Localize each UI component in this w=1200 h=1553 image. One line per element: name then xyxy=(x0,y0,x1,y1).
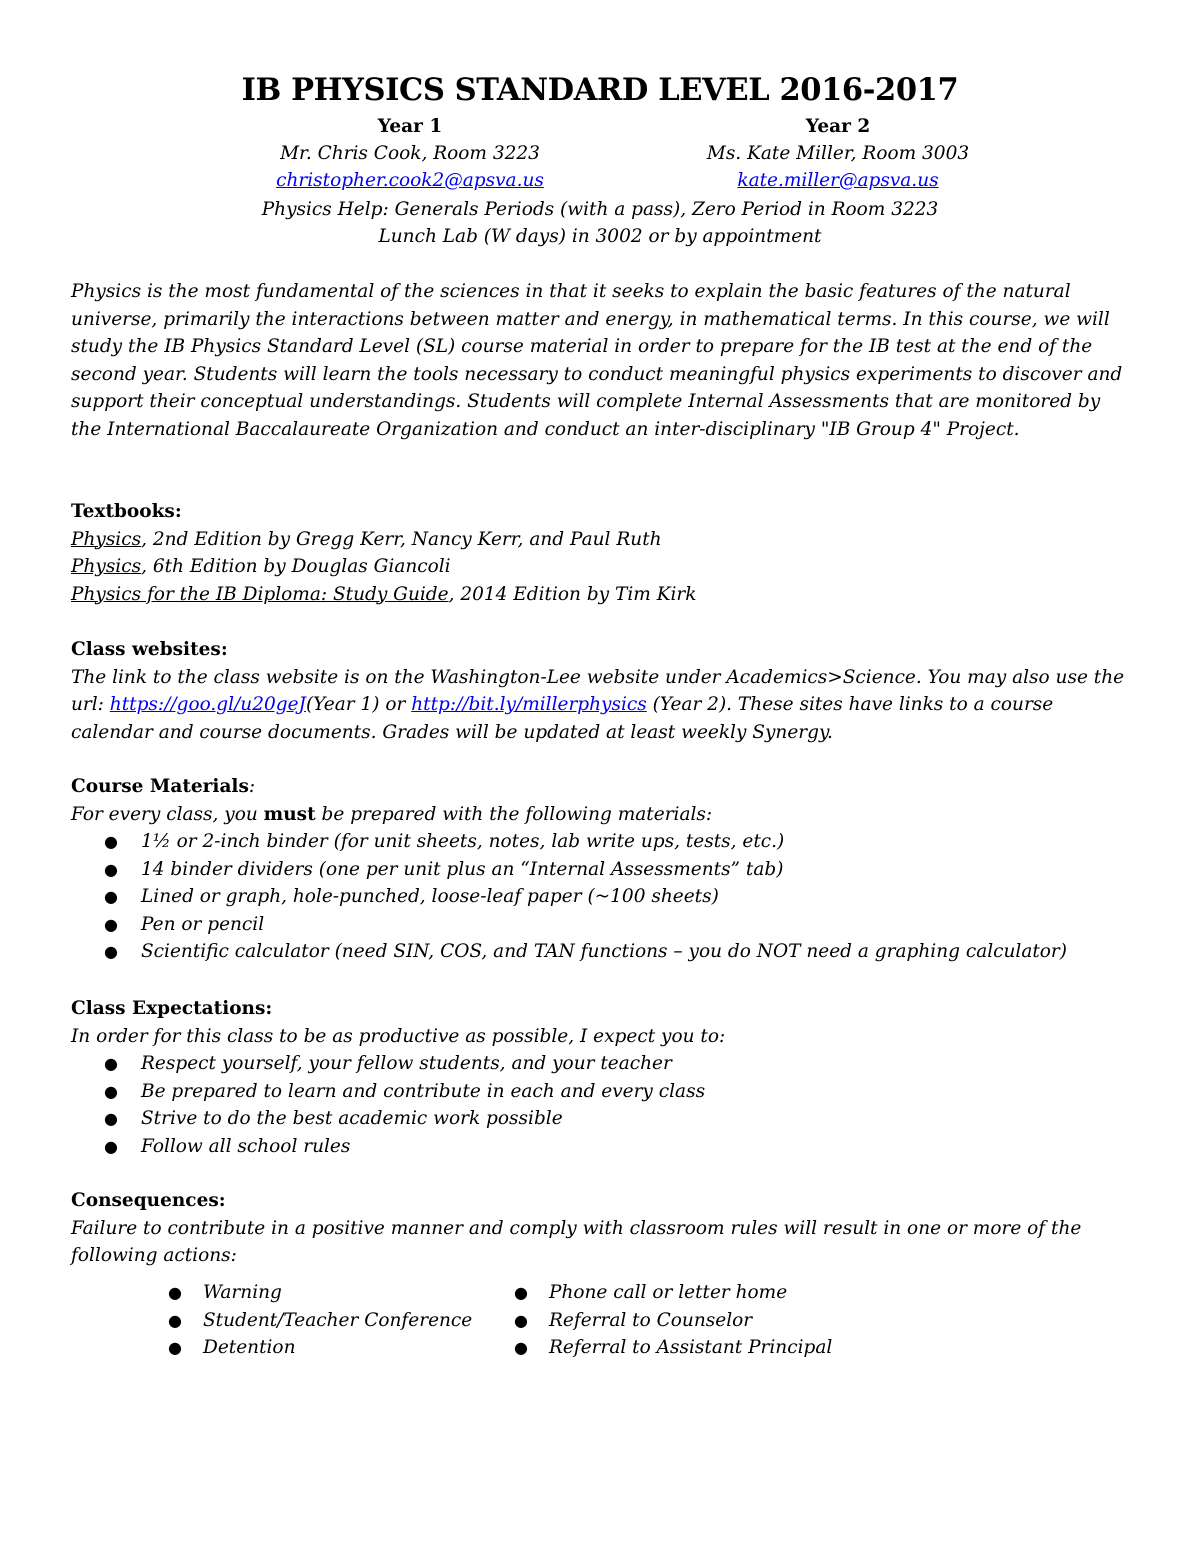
year1-website-link[interactable]: https://goo.gl/u20geJ xyxy=(109,694,306,715)
expectations-heading: Class Expectations: xyxy=(71,998,273,1019)
bullet-icon: ● xyxy=(168,1283,182,1302)
year1-email-link[interactable]: christopher.cook2@apsva.us xyxy=(276,170,544,191)
list-item xyxy=(71,883,1131,911)
materials-intro-text: be prepared with the following materials: xyxy=(315,803,713,825)
consequences-intro: Failure to contribute in a positive manner and comply with classroom rules will result in one or more of the following actions: xyxy=(71,1217,1082,1266)
help-line-1: Physics Help: Generals Periods (with a pass), Zero Period in Room 3223 xyxy=(261,199,939,220)
bullet-icon: ● xyxy=(104,1054,118,1073)
bullet-icon: ● xyxy=(104,1109,118,1128)
list-item xyxy=(71,911,1131,939)
help-line-2: Lunch Lab (W days) in 3002 or by appointment xyxy=(378,226,822,247)
year2-label: Year 2 xyxy=(805,116,871,137)
textbook-details: , 2nd Edition by Gregg Kerr, Nancy Kerr, and Paul Ruth xyxy=(141,528,662,550)
list-item xyxy=(71,1050,1131,1078)
consequences-column-1 xyxy=(131,1279,472,1362)
materials-heading-line xyxy=(71,773,1131,801)
list-item-text: Referral to Counselor xyxy=(549,1309,753,1331)
list-item xyxy=(71,856,1131,884)
year1-label: Year 1 xyxy=(377,116,443,137)
list-item xyxy=(71,828,1131,856)
list-item-text: 1½ or 2-inch binder (for unit sheets, notes, lab write ups, tests, etc.) xyxy=(141,831,785,852)
list-item-text: Detention xyxy=(203,1337,296,1358)
textbook-title: Physics xyxy=(71,528,142,550)
bullet-icon: ● xyxy=(104,1136,118,1156)
materials-intro-emphasis: must xyxy=(263,803,316,825)
bullet-icon: ● xyxy=(104,1081,118,1101)
websites-text: (Year 1) or xyxy=(305,694,412,715)
course-intro: Physics is the most fundamental of the sciences in that it seeks to explain the basic features of the natural universe, primarily the interactions between matter and energy, in mathematical terms. In this course, we will study the IB Physics Standard Level (SL) course material in order to prepare for the IB test at the end of the second year. Students will learn the tools necessary to conduct meaningful physics experiments to discover and support their conceptual understandings. Students will complete Internal Assessments that are monitored by the International Baccalaureate Organization and conduct an inter-disciplinary "IB Group 4" Project. xyxy=(71,281,1123,440)
list-item-text: Student/Teacher Conference xyxy=(203,1309,473,1331)
list-item xyxy=(71,1078,1131,1106)
textbook-details: , 2014 Edition by Tim Kirk xyxy=(448,583,697,605)
list-item xyxy=(131,1334,472,1362)
teacher-columns xyxy=(0,113,1200,203)
list-item-text: 14 binder dividers (one per unit plus an “Internal Assessments” tab) xyxy=(141,858,784,880)
consequences-section xyxy=(71,1187,1131,1270)
websites-text: The link to the class website is on the Washington-Lee website under Academics>Science. You may also use the url: xyxy=(71,666,1125,715)
bullet-icon: ● xyxy=(104,914,118,934)
textbook-item xyxy=(71,553,1131,581)
page-title: IB PHYSICS STANDARD LEVEL 2016-2017 xyxy=(241,72,959,108)
year1-column xyxy=(240,113,580,194)
bullet-icon: ● xyxy=(104,832,118,851)
materials-list xyxy=(71,828,1131,966)
bullet-icon: ● xyxy=(104,887,118,906)
year1-teacher: Mr. Chris Cook, Room 3223 xyxy=(280,143,540,164)
list-item xyxy=(477,1279,832,1307)
expectations-section xyxy=(71,995,1131,1160)
textbook-item xyxy=(71,526,1131,554)
bullet-icon: ● xyxy=(104,859,118,879)
websites-heading: Class websites: xyxy=(71,639,228,660)
year2-email-link[interactable]: kate.miller@apsva.us xyxy=(737,170,939,191)
list-item xyxy=(71,1133,1131,1161)
year2-column xyxy=(668,113,1008,194)
list-item xyxy=(477,1334,832,1362)
list-item-text: Referral to Assistant Principal xyxy=(549,1337,833,1358)
websites-paragraph xyxy=(71,664,1131,747)
textbook-details: , 6th Edition by Douglas Giancoli xyxy=(141,556,451,577)
bullet-icon: ● xyxy=(168,1338,182,1357)
list-item-text: Pen or pencil xyxy=(141,913,265,935)
list-item xyxy=(71,1105,1131,1133)
textbook-title: Physics xyxy=(71,556,142,577)
list-item xyxy=(131,1279,472,1307)
bullet-icon: ● xyxy=(514,1283,528,1302)
bullet-icon: ● xyxy=(514,1338,528,1357)
list-item-text: Scientific calculator (need SIN, COS, and TAN functions – you do NOT need a graphing calculator) xyxy=(141,941,1067,962)
list-item-text: Follow all school rules xyxy=(141,1135,351,1157)
help-info xyxy=(0,196,1200,250)
consequences-heading: Consequences: xyxy=(71,1190,226,1211)
list-item-text: Lined or graph, hole-punched, loose-leaf paper (~100 sheets) xyxy=(141,886,719,907)
textbooks-heading: Textbooks: xyxy=(71,501,182,522)
materials-heading: Course Materials xyxy=(71,776,249,797)
year2-website-link[interactable]: http://bit.ly/millerphysics xyxy=(411,694,647,715)
expectations-list xyxy=(71,1050,1131,1160)
websites-section xyxy=(71,636,1131,746)
list-item-text: Be prepared to learn and contribute in each and every class xyxy=(141,1080,706,1102)
list-item-text: Strive to do the best academic work possible xyxy=(141,1108,563,1129)
textbooks-section xyxy=(71,498,1131,608)
list-item xyxy=(71,938,1131,966)
textbook-item xyxy=(71,581,1131,609)
bullet-icon: ● xyxy=(514,1310,528,1330)
consequences-column-2 xyxy=(477,1279,832,1362)
websites-text: (Year 2). These sites have links to a course calendar and course documents. Grades will be updated at least weekly Synergy. xyxy=(71,694,1054,743)
materials-heading-suffix: : xyxy=(248,776,256,797)
textbook-title: Physics for the IB Diploma: Study Guide xyxy=(71,583,449,605)
bullet-icon: ● xyxy=(104,942,118,961)
materials-intro xyxy=(71,801,1131,829)
expectations-intro: In order for this class to be as productive as possible, I expect you to: xyxy=(71,1025,726,1047)
materials-section xyxy=(71,773,1131,966)
materials-intro-text: For every class, you xyxy=(71,803,264,825)
bullet-icon: ● xyxy=(168,1310,182,1330)
list-item xyxy=(477,1307,832,1335)
list-item xyxy=(131,1307,472,1335)
list-item-text: Respect yourself, your fellow students, and your teacher xyxy=(141,1053,672,1074)
list-item-text: Warning xyxy=(203,1282,282,1303)
list-item-text: Phone call or letter home xyxy=(549,1282,788,1303)
year2-teacher: Ms. Kate Miller, Room 3003 xyxy=(706,143,970,164)
